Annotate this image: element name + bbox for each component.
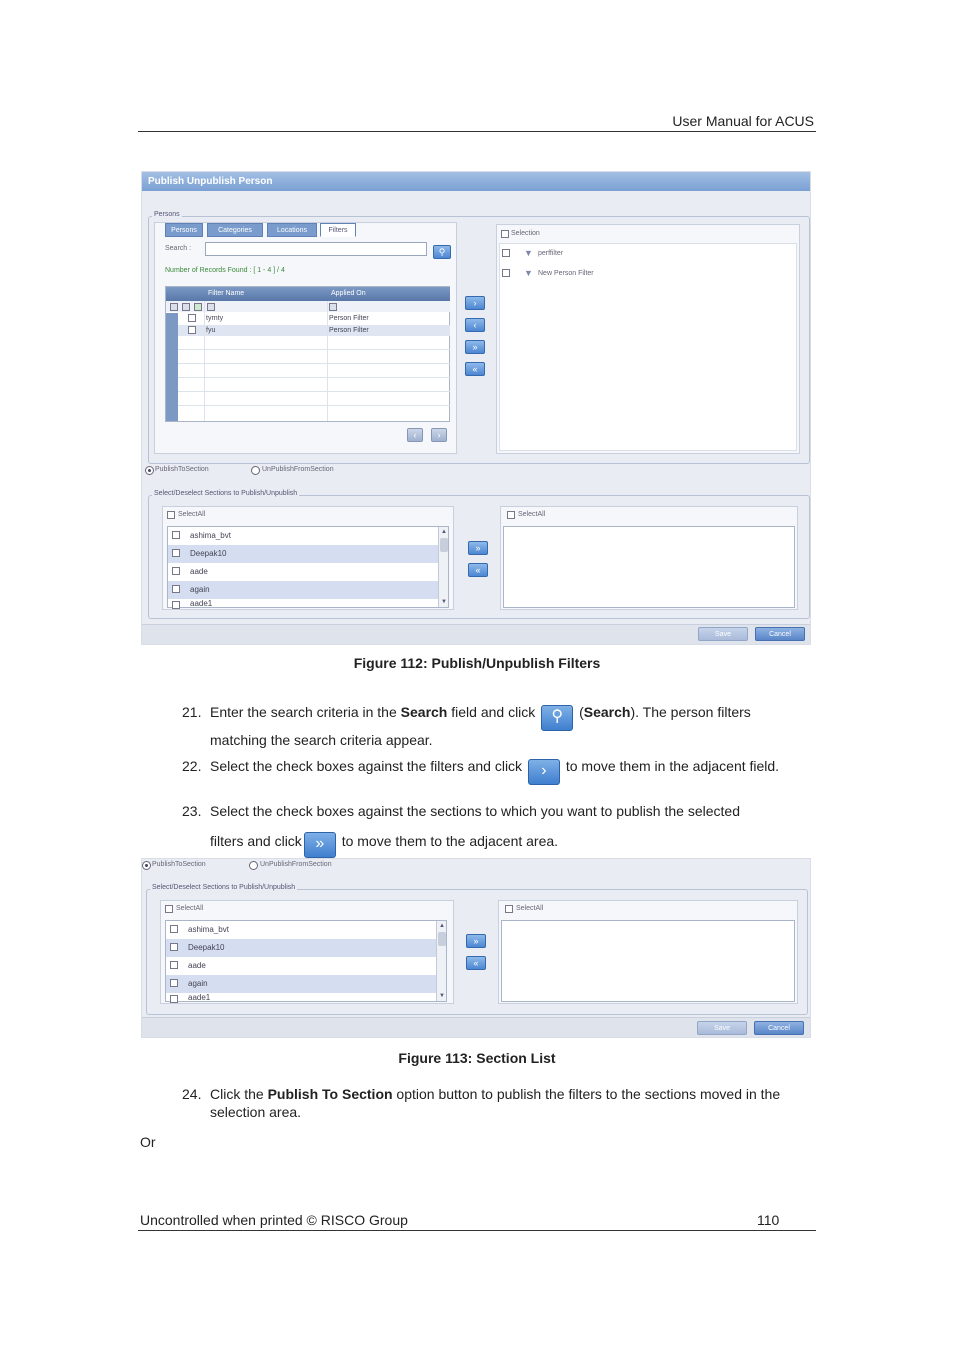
- section-checkbox[interactable]: [172, 549, 180, 557]
- scroll-thumb[interactable]: [438, 932, 446, 946]
- publish-to-section-radio[interactable]: [142, 861, 151, 870]
- section-name: aade1: [188, 993, 211, 1002]
- move-left-button[interactable]: [465, 318, 485, 332]
- step-text-part: filters and click: [210, 833, 302, 849]
- list-item[interactable]: [168, 527, 438, 545]
- scroll-down-icon[interactable]: ▼: [439, 993, 445, 999]
- step-text-part: option button to publish the filters to the sections moved in the selection area.: [210, 1086, 781, 1120]
- publish-to-section-radio[interactable]: [145, 466, 154, 475]
- selected-sections-panel: [500, 506, 798, 610]
- document-title: User Manual for ACUS: [672, 113, 814, 129]
- move-all-sections-left-button[interactable]: [468, 563, 488, 577]
- save-button[interactable]: Save: [697, 1021, 747, 1035]
- move-all-right-button[interactable]: [465, 340, 485, 354]
- section-checkbox[interactable]: [170, 925, 178, 933]
- records-found: Number of Records Found : [ 1 - 4 ] / 4: [165, 267, 285, 274]
- sections-scrollbar[interactable]: [438, 527, 448, 607]
- step-number: 22.: [182, 758, 202, 774]
- grid-line: [166, 363, 450, 364]
- unpublish-from-section-radio[interactable]: [249, 861, 258, 870]
- cancel-button[interactable]: Cancel: [754, 1021, 804, 1035]
- copyright-notice: Uncontrolled when printed © RISCO Group: [140, 1212, 408, 1228]
- section-name: aade: [188, 961, 206, 970]
- section-checkbox[interactable]: [172, 601, 180, 609]
- selection-panel: [496, 224, 800, 454]
- unpublish-from-section-label: UnPublishFromSection: [260, 861, 332, 868]
- step-text: [210, 802, 810, 858]
- sections-list: [167, 526, 449, 608]
- double-chevron-left-icon: «: [475, 565, 481, 575]
- double-chevron-right-icon: »: [472, 342, 478, 352]
- scroll-up-icon[interactable]: ▲: [439, 923, 445, 929]
- magnifier-icon: ⚲: [551, 708, 564, 725]
- selected-sections-list: [501, 920, 795, 1002]
- grid-header-select: [166, 287, 204, 301]
- step-text: [210, 703, 810, 749]
- step-text-part: Enter the search criteria in the: [210, 704, 401, 720]
- list-item[interactable]: [166, 993, 436, 1003]
- select-all-checkbox[interactable]: [505, 905, 513, 913]
- step-text: [210, 757, 810, 785]
- select-all-checkbox[interactable]: [170, 303, 178, 311]
- sections-list: [165, 920, 447, 1002]
- list-item[interactable]: [166, 939, 436, 957]
- selection-list: [499, 243, 797, 451]
- sections-legend: Select/Deselect Sections to Publish/Unpublish: [152, 884, 296, 891]
- step-text-part: to move them in the adjacent field.: [561, 758, 780, 774]
- magnifier-icon: ⚲: [438, 247, 446, 257]
- selection-item[interactable]: perffilter: [538, 250, 564, 257]
- move-all-right-button-image: [304, 832, 336, 858]
- step-number: 21.: [182, 704, 202, 720]
- search-button[interactable]: [433, 245, 451, 259]
- section-checkbox[interactable]: [170, 961, 178, 969]
- step-text-part: field and click: [447, 704, 540, 720]
- section-checkbox[interactable]: [172, 567, 180, 575]
- publish-to-section-label: PublishToSection: [155, 466, 209, 473]
- section-checkbox[interactable]: [170, 943, 178, 951]
- row-checkbox[interactable]: [188, 326, 196, 334]
- grid-line: [166, 405, 450, 406]
- sections-legend: Select/Deselect Sections to Publish/Unpublish: [154, 490, 298, 497]
- filter-checkbox[interactable]: [207, 303, 215, 311]
- selection-item[interactable]: New Person Filter: [538, 270, 594, 277]
- step-bold-term: Publish To Section: [267, 1086, 393, 1102]
- section-name: aade1: [190, 599, 213, 608]
- publish-to-section-label: PublishToSection: [152, 861, 206, 868]
- select-all-checkbox[interactable]: [507, 511, 515, 519]
- double-chevron-right-icon: »: [475, 543, 481, 553]
- sections-panel: [160, 900, 454, 1004]
- double-chevron-right-icon: »: [473, 936, 479, 946]
- page-footer: [138, 1211, 816, 1231]
- page-number: 110: [757, 1212, 780, 1228]
- persons-legend: Persons: [154, 211, 180, 218]
- table-row[interactable]: [166, 313, 450, 324]
- step-text-part: Select the check boxes against the filters and click: [210, 758, 526, 774]
- section-checkbox[interactable]: [172, 585, 180, 593]
- move-all-sections-left-button[interactable]: [466, 956, 486, 970]
- filter-icon: ▼: [524, 248, 533, 258]
- or-text: Or: [140, 1134, 156, 1150]
- search-label: Search :: [165, 245, 192, 252]
- double-chevron-left-icon: «: [472, 364, 478, 374]
- chevron-right-icon: ›: [473, 298, 477, 308]
- selection-item-checkbox[interactable]: [502, 269, 510, 277]
- grid-line: [166, 377, 450, 378]
- figure-113-screenshot: [141, 858, 811, 1038]
- tab-persons[interactable]: Persons: [165, 223, 203, 237]
- filters-grid: [165, 286, 450, 422]
- move-all-sections-right-button[interactable]: [466, 934, 486, 948]
- scroll-thumb[interactable]: [440, 538, 448, 552]
- move-right-button-image: [528, 759, 560, 785]
- move-right-button[interactable]: [465, 296, 485, 310]
- list-item[interactable]: [168, 545, 438, 563]
- double-chevron-left-icon: «: [473, 958, 479, 968]
- figure-112-screenshot: [141, 171, 811, 645]
- figure-113-caption: Figure 113: Section List: [398, 1050, 556, 1066]
- applied-on-cell: Person Filter: [329, 327, 369, 334]
- selected-sections-panel: [498, 900, 798, 1004]
- section-name: aade: [190, 567, 208, 576]
- filter-name-cell: fyu: [206, 327, 216, 334]
- sections-scrollbar[interactable]: [436, 921, 446, 1001]
- tab-categories[interactable]: Categories: [207, 223, 263, 237]
- section-checkbox[interactable]: [172, 531, 180, 539]
- section-checkbox[interactable]: [170, 995, 178, 1003]
- list-item[interactable]: [168, 599, 438, 609]
- grid-vline: [204, 301, 205, 421]
- select-all-label: SelectAll: [518, 511, 546, 518]
- step-text-part: (: [575, 704, 584, 720]
- grid-vline: [327, 301, 328, 421]
- grid-line: [166, 391, 450, 392]
- tab-locations[interactable]: Locations: [267, 223, 317, 237]
- step-bold-term: Search: [583, 704, 631, 720]
- grid-line: [166, 349, 450, 350]
- grid-header-filter-name[interactable]: Filter Name: [204, 287, 327, 301]
- list-item[interactable]: [168, 581, 438, 599]
- selected-sections-list: [503, 526, 795, 608]
- list-item[interactable]: [166, 921, 436, 939]
- selection-item-checkbox[interactable]: [502, 249, 510, 257]
- search-input[interactable]: [205, 242, 427, 256]
- select-all-label: SelectAll: [178, 511, 206, 518]
- list-item[interactable]: [166, 975, 436, 993]
- unpublish-from-section-radio[interactable]: [251, 466, 260, 475]
- search-button-image: [541, 705, 573, 731]
- filter-name-cell: tyrnty: [206, 315, 224, 322]
- grid-header-applied-on[interactable]: Applied On: [327, 287, 450, 301]
- section-checkbox[interactable]: [170, 979, 178, 987]
- section-name: again: [190, 585, 210, 594]
- sections-panel: [162, 506, 454, 610]
- filter-checkbox[interactable]: [194, 303, 202, 311]
- select-all-label: SelectAll: [516, 905, 544, 912]
- double-chevron-right-icon: »: [315, 835, 325, 852]
- scroll-up-icon[interactable]: ▲: [441, 529, 447, 535]
- section-name: Deepak10: [190, 549, 227, 558]
- list-item[interactable]: [168, 563, 438, 581]
- section-name: ashima_bvt: [188, 925, 229, 934]
- page-next-button[interactable]: ›: [431, 428, 447, 442]
- step-text-part: ). The person filters matching the search criteria appear.: [210, 704, 751, 748]
- select-all-label: SelectAll: [176, 905, 204, 912]
- filters-panel: [154, 222, 457, 454]
- chevron-left-icon: ‹: [473, 320, 477, 330]
- step-text-part: Select the check boxes against the sections to which you want to publish the selected: [210, 803, 740, 819]
- section-name: again: [188, 979, 208, 988]
- move-all-left-button[interactable]: [465, 362, 485, 376]
- page-prev-button[interactable]: ‹: [407, 428, 423, 442]
- filter-icon: ▼: [524, 268, 533, 278]
- row-checkbox[interactable]: [188, 314, 196, 322]
- select-all-checkbox[interactable]: [165, 905, 173, 913]
- scroll-down-icon[interactable]: ▼: [441, 599, 447, 605]
- grid-row-indicator: [166, 313, 178, 421]
- table-row[interactable]: [166, 325, 450, 336]
- list-item[interactable]: [166, 957, 436, 975]
- page-header: [138, 112, 816, 132]
- step-number: 24.: [182, 1086, 202, 1102]
- filter-checkbox[interactable]: [182, 303, 190, 311]
- step-bold-term: Search: [400, 704, 448, 720]
- tab-filters[interactable]: Filters: [320, 223, 356, 237]
- step-text-part: Click the: [210, 1086, 268, 1102]
- cancel-button[interactable]: Cancel: [755, 627, 805, 641]
- section-name: Deepak10: [188, 943, 225, 952]
- chevron-right-icon: ›: [541, 762, 547, 779]
- move-all-sections-right-button[interactable]: [468, 541, 488, 555]
- selection-header: Selection: [511, 230, 540, 237]
- select-all-checkbox[interactable]: [167, 511, 175, 519]
- save-button[interactable]: Save: [698, 627, 748, 641]
- window-title: Publish Unpublish Person: [142, 172, 810, 191]
- step-number: 23.: [182, 803, 202, 819]
- unpublish-from-section-label: UnPublishFromSection: [262, 466, 334, 473]
- applied-on-cell: Person Filter: [329, 315, 369, 322]
- step-text-part: to move them to the adjacent area.: [337, 833, 559, 849]
- selection-checkbox[interactable]: [501, 230, 509, 238]
- filter-checkbox[interactable]: [329, 303, 337, 311]
- step-text: [210, 1085, 810, 1121]
- figure-112-caption: Figure 112: Publish/Unpublish Filters: [353, 655, 601, 671]
- section-name: ashima_bvt: [190, 531, 231, 540]
